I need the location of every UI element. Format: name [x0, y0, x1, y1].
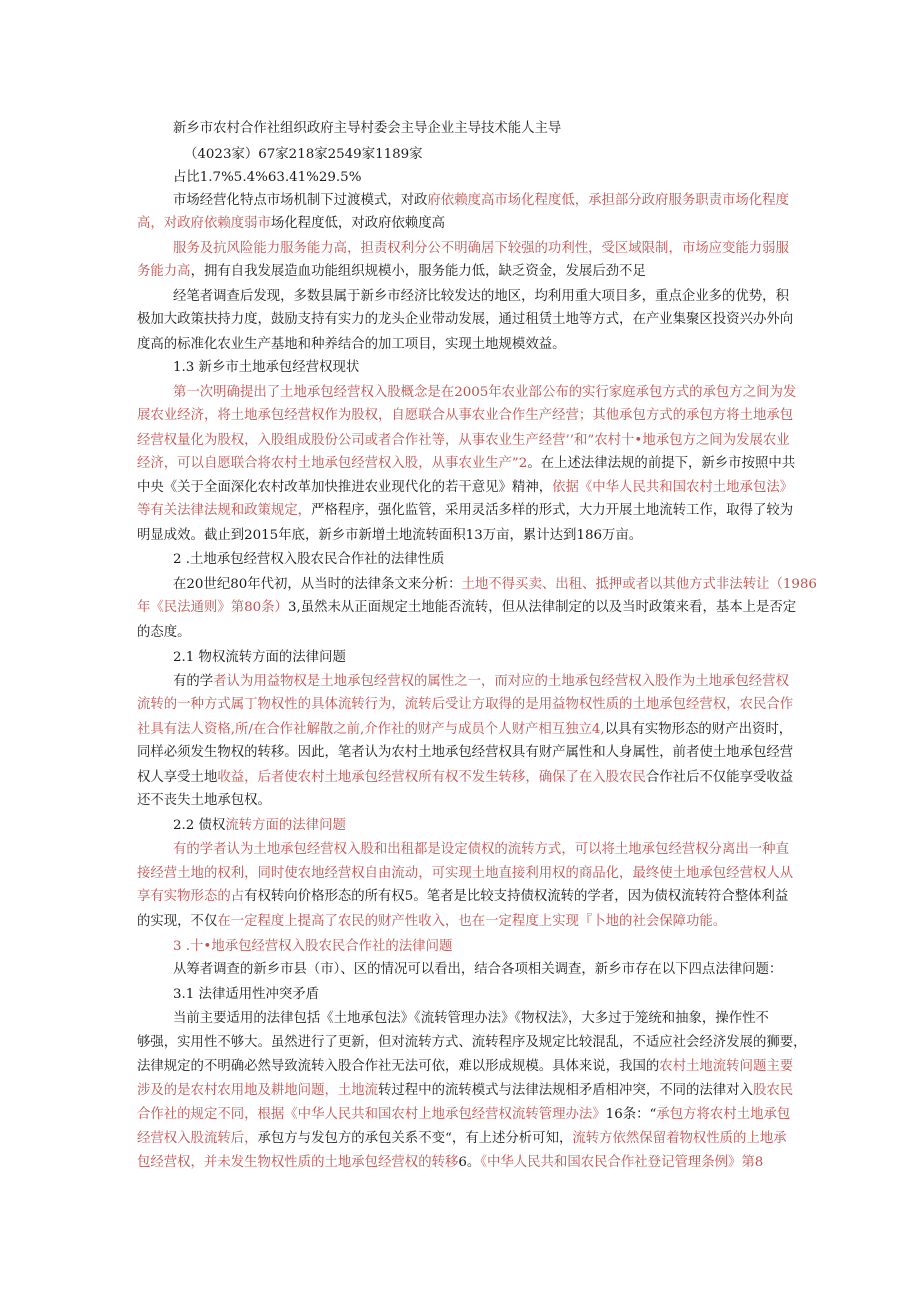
text-segment: 流转的一种方式属丁物权性的具体流转行为，流转后受让方取得的是用益物权性质的土地承包经营权，农民合作	[137, 697, 794, 712]
text-line	[137, 452, 796, 475]
text-segment: 等有关法律法规和政策规定，	[137, 503, 312, 518]
text-segment: ，拥有自我发展造血功能组织规模小，服务能力低，缺乏资金，发展后劲不足	[190, 264, 646, 279]
text-segment: 1.3 新乡市土地承包经营权现状	[173, 360, 360, 375]
text-segment: 严格程序，强化监管，采用灵活多样的形式，大力开展土地流转工作，取得了较为	[311, 503, 794, 518]
text-line	[137, 862, 794, 885]
text-segment: 服务及抗风险能力服务能力高，担责权利分公不明确居下较强的功利性，受区域限制，市场应变能力弱服	[173, 241, 789, 256]
text-line	[173, 814, 787, 837]
text-line	[137, 476, 794, 499]
text-segment: 府依赖度高市场化程度低，承担部分政府服务职责市场化程度	[427, 193, 789, 208]
text-segment: 2 .土地承包经营权入股农民合作社的法律性质	[173, 552, 445, 567]
text-segment: 转过程中的流转模式与法律法规相矛盾相冲突，不同的法律对入	[378, 1083, 753, 1098]
text-segment: 6。	[458, 1155, 481, 1170]
text-segment: 经营权入股流转后，	[137, 1131, 258, 1146]
text-segment: 市场经营化特点市场机制下过渡模式，对政	[173, 193, 428, 208]
text-segment: 同样必须发生物权的转移。因此，笔者认为农村土地承包经营权具有财产属性和人身属性，前者使土地承包经营	[137, 745, 794, 760]
text-line	[137, 1151, 787, 1174]
text-segment: 有权转向价格形态的所有权5。笔者是比较支持债权流转的学者，因为债权流转符合整体利益	[244, 889, 789, 904]
text-segment: 经笔者调查后发现，多数县属于新乡市经济比较发达的地区，均利用重大项目多，重点企业多的优势，积	[173, 289, 789, 304]
text-segment: 权人享受土地	[137, 770, 218, 785]
text-segment: 合作社的规定不同，根据《中华人民共和国农村上地承包经营权流转管理办法》	[137, 1107, 606, 1122]
text-line	[173, 670, 787, 693]
text-segment: 新乡市农村合作社组织政府主导村委会主导企业主导技术能人主导	[173, 121, 562, 136]
text-line	[137, 621, 787, 644]
text-segment: 务能力高	[137, 264, 191, 279]
text-line	[184, 143, 787, 166]
text-segment: 有的学者认为土地承包经营权入股和出租都是设定债权的流转方式，可以将土地承包经营权分离出一种直	[173, 842, 789, 857]
text-line	[137, 212, 787, 235]
text-line	[137, 693, 794, 716]
text-segment: 2.2 债权	[173, 818, 226, 833]
text-segment: 承包方将农村土地承包	[656, 1107, 791, 1122]
text-line	[173, 548, 787, 571]
text-line	[173, 646, 787, 669]
text-line	[137, 885, 787, 908]
text-segment: 经济，可以自愿联合将农村土地承包经营权入股，从事农业生产”2	[137, 456, 528, 471]
text-segment: 第一次明确提出了土地承包经营权入股概念是在2005年农业部公布的实行家庭承包方式的承包方之间为发	[173, 385, 797, 400]
text-line	[173, 189, 787, 212]
text-segment: 以具有实物形态的财产出资时，	[604, 722, 793, 737]
text-segment: 社具有法人资格,所/在合作社解散之前,介作社的财产与成员个人财产相互独立4,	[137, 722, 605, 737]
text-segment: 占比1.7%5.4%63.41%29.5%	[173, 170, 362, 185]
text-line	[173, 166, 787, 189]
text-segment: 包经营权，并未发生物权性质的土地承包经营权的转移	[137, 1155, 459, 1170]
text-segment: 明显成效。截止到2015年底，新乡市新增土地流转面积13万亩，累计达到186万亩。	[137, 528, 643, 543]
text-segment: 股农民	[752, 1083, 794, 1098]
text-line	[137, 596, 797, 619]
text-line	[137, 1031, 807, 1054]
text-segment: 合作社后不仅能享受收益	[645, 770, 794, 785]
text-segment: 涉及的是农村农用地及耕地问题，土地流	[137, 1083, 379, 1098]
text-line	[173, 356, 787, 379]
text-segment: 有的学	[173, 674, 214, 689]
text-line	[137, 1127, 787, 1150]
text-segment: 法律规定的不明确必然导致流转入股合作社无法可依，难以形成规模。具体来说，我国的	[137, 1059, 660, 1074]
text-line	[173, 983, 787, 1006]
text-segment: 者认为用益物权是土地承包经营权的属性之一，而对应的土地承包经营权入股作为土地承包经营权	[213, 674, 789, 689]
text-segment: 度高的标准化农业生产基地和种养结合的加工项目，实现土地规模效益。	[137, 337, 566, 352]
text-segment: 3.1 法律适用性冲突矛盾	[173, 987, 320, 1002]
text-line	[137, 910, 787, 933]
text-segment: 收益，后者使农村土地承包经营权所有权不发生转移，确保了在入股农民	[217, 770, 646, 785]
text-line	[173, 935, 787, 958]
text-segment: （4023家）67家218家2549家1189家	[184, 147, 423, 162]
text-segment: 高，对政府依赖度弱市	[137, 216, 271, 231]
text-segment: 接经营土地的权利，同时使农地经营权自由流动，可实现土地直接利用权的商品化，最终使土地承包经营权人从	[137, 866, 794, 881]
text-line	[137, 1079, 794, 1102]
text-segment: 农村土地流转问题主要	[659, 1059, 794, 1074]
text-line	[137, 524, 787, 547]
text-segment: 经营权量化为股权，入股组成股份公司或者合作社等，从事农业生产经营’’和”农村十•地承包方之间为发展农业	[137, 433, 790, 448]
text-segment: 流转方依然保留着物权性质的上地承	[572, 1131, 787, 1146]
text-segment: 。在上述法律法规的前提下，新乡市按照中共	[527, 456, 796, 471]
text-segment: 享有实物形态的占	[137, 889, 245, 904]
text-segment: 在一定程度上提高了农民的财产性收入，也在一定程度上实现『卜地的社会保障功能。	[217, 914, 727, 929]
text-line	[137, 429, 790, 452]
text-segment: 极加大政策扶持力度，鼓励支持有实力的龙头企业带动发展，通过租赁土地等方式，在产业集聚区投资兴办外向	[137, 312, 794, 327]
text-line	[173, 958, 787, 981]
text-segment: 场化程度低，对政府依赖度高	[270, 216, 445, 231]
text-line	[137, 1055, 794, 1078]
text-segment: 展农业经济，将土地承包经营权作为股权，自愿联合从事农业合作生产经营；其他承包方式的承包方将土地承包	[137, 408, 794, 423]
text-line	[137, 718, 793, 741]
text-line	[173, 237, 787, 260]
text-line	[137, 1103, 791, 1126]
text-segment: 年《民法通则》第80条）	[137, 600, 288, 615]
text-line	[137, 333, 787, 356]
text-segment: 3 .十•地承包经营权入股农民合作社的法律问题	[173, 939, 453, 954]
text-line	[173, 1007, 787, 1030]
text-segment: 够强，实用性不够大。虽然进行了更新，但对流转方式、流转程序及规定比较混乱，不适应社会经济发展的狮要，	[137, 1035, 807, 1050]
text-line	[137, 404, 794, 427]
text-line	[137, 766, 794, 789]
text-line	[137, 499, 794, 522]
text-segment: 《中华人民共和国农民合作社登记管理条例》第8	[480, 1155, 764, 1170]
text-segment: 的态度。	[137, 625, 191, 640]
text-segment: 中央《关于全面深化农村改革加快推进农业现代化的若干意见》精神，	[137, 480, 553, 495]
text-line	[137, 789, 787, 812]
text-line	[173, 285, 787, 308]
text-segment: 依据《中华人民共和国农村土地承包法》	[552, 480, 794, 495]
text-segment: 承包方与发包方的承包关系不变“，有上述分析可知，	[257, 1131, 573, 1146]
text-segment: 土地不得买卖、出租、抵押或者以其他方式非法转让（1986	[461, 577, 817, 592]
text-line	[137, 741, 794, 764]
text-line	[137, 308, 794, 331]
text-segment: 流转方面的法律问题	[225, 818, 346, 833]
text-line	[173, 381, 797, 404]
text-line	[137, 260, 787, 283]
text-segment: 当前主要适用的法律包括《土地承包法》《流转管理办法》《物权法》，大多过于笼统和抽象，操作性不	[173, 1011, 769, 1026]
text-line	[173, 573, 817, 596]
text-segment: 在20世纪80年代初，从当时的法律条文来分析：	[173, 577, 462, 592]
text-line	[173, 117, 787, 140]
text-line	[173, 838, 787, 861]
text-segment: 16条：“	[605, 1107, 657, 1122]
text-segment: 从筹者调查的新乡市县（市）、区的情况可以看出，结合各项相关调查，新乡市存在以下四点法律问题：	[173, 962, 783, 977]
text-segment: 还不丧失土地承包权。	[137, 793, 271, 808]
text-segment: 2.1 物权流转方面的法律问题	[173, 650, 346, 665]
text-segment: 3,虽然未从正面规定土地能否流转，但从法律制定的以及当时政策来看，基本上是否定	[287, 600, 797, 615]
text-segment: 的实现，不仅	[137, 914, 218, 929]
